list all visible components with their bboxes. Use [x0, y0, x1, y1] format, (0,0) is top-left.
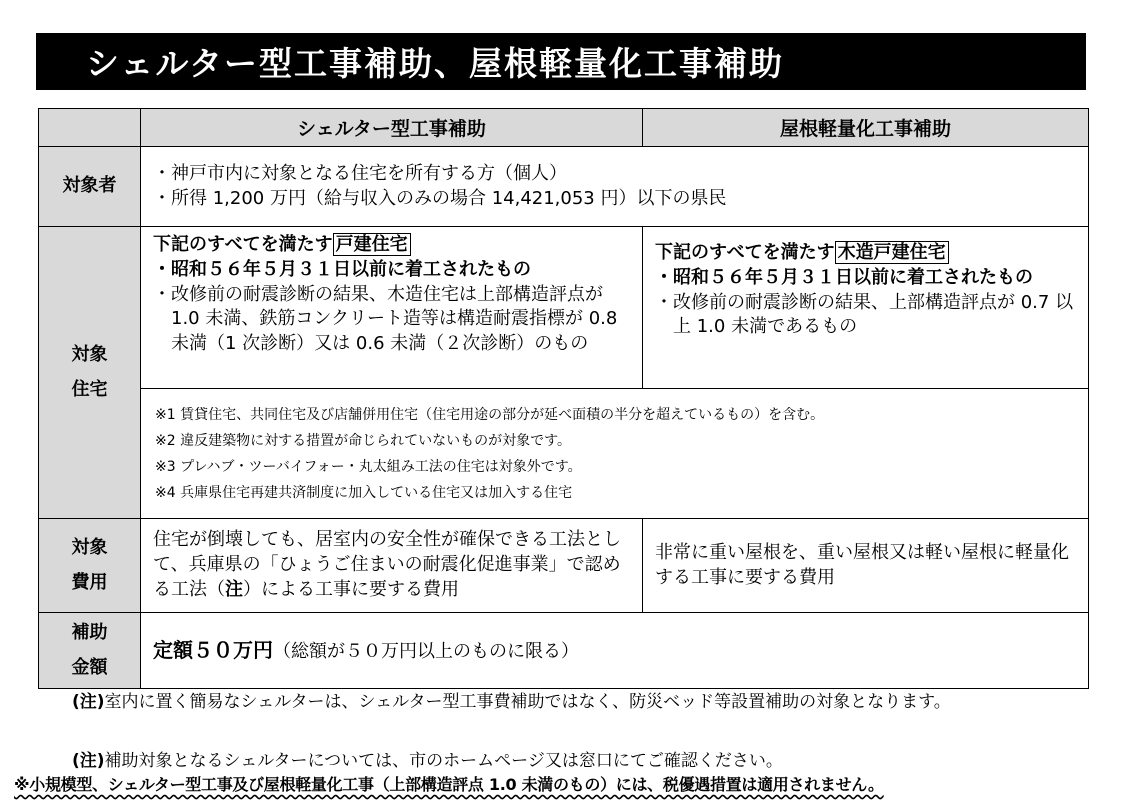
footnote-2	[72, 746, 783, 771]
row-label-eligible-person: 対象者	[39, 147, 141, 227]
row-eligible-housing	[39, 227, 1089, 389]
housing-roof-lead	[655, 241, 1080, 266]
subsidy-amount-value: 定額５０万円	[153, 637, 273, 662]
row-label-subsidy-amount	[39, 613, 141, 689]
amount-label-line2: 金額	[71, 656, 108, 678]
housing-notes-cell	[141, 389, 1089, 519]
row-subsidy-amount	[39, 613, 1089, 689]
cost-label-line2: 費用	[71, 571, 108, 593]
housing-note-3: ※3 プレハブ・ツーバイフォー・丸太組み工法の住宅は対象外です。	[155, 458, 582, 475]
housing-shelter-condition-score: ・改修前の耐震診断の結果、木造住宅は上部構造評点が 1.0 未満、鉄筋コンクリート造等は構造耐震指標が 0.8 未満（1 次診断）又は 0.6 未満（２次診断）のもの	[153, 283, 618, 355]
housing-shelter-cell	[141, 227, 643, 389]
footnote-1-text: 室内に置く簡易なシェルターは、シェルター型工事費補助ではなく、防災ベッド等設置補助の対象となります。	[104, 692, 951, 712]
housing-shelter-lead	[153, 233, 634, 258]
housing-roof-type-box: 木造戸建住宅	[835, 241, 949, 264]
housing-note-1: ※1 賃貸住宅、共同住宅及び店舗併用住宅（住宅用途の部分が延べ面積の半分を超えているもの）を含む。	[155, 407, 825, 423]
corner-cell	[39, 109, 141, 147]
housing-note-4: ※4 兵庫県住宅再建共済制度に加入している住宅又は加入する住宅	[155, 484, 573, 501]
subsidy-amount-condition: （総額が５０万円以上のものに限る）	[273, 640, 579, 662]
page-title: シェルター型工事補助、屋根軽量化工事補助	[36, 33, 1086, 90]
footnote-2-mark: (注)	[72, 751, 105, 771]
table-header-row	[39, 109, 1089, 147]
cost-shelter-note-mark: 注	[225, 578, 243, 600]
cost-label-line1: 対象	[71, 537, 108, 559]
housing-note-2: ※2 違反建築物に対する措置が命じられていないものが対象です。	[155, 432, 571, 449]
cost-roof-cell: 非常に重い屋根を、重い屋根又は軽い屋根に軽量化する工事に要する費用	[643, 519, 1089, 613]
row-eligible-person	[39, 147, 1089, 227]
amount-label-line1: 補助	[71, 622, 108, 644]
eligible-person-content	[141, 147, 1089, 227]
housing-label-line2: 住宅	[71, 378, 108, 400]
eligible-person-item-2: ・所得 1,200 万円（給与収入のみの場合 14,421,053 円）以下の県民	[153, 187, 727, 209]
subsidy-table	[38, 108, 1089, 689]
col-header-shelter: シェルター型工事補助	[141, 109, 643, 147]
footnote-1-mark: (注)	[72, 692, 105, 712]
housing-shelter-condition-date: ・昭和５６年５月３１日以前に着工されたもの	[153, 258, 531, 280]
footnote-2-text: 補助対象となるシェルターについては、市のホームページ又は窓口にてご確認ください。	[104, 751, 783, 771]
eligible-person-item-1: ・神戸市内に対象となる住宅を所有する方（個人）	[153, 162, 567, 184]
housing-shelter-lead-text: 下記のすべてを満たす	[153, 234, 333, 255]
housing-label-line1: 対象	[71, 344, 108, 366]
col-header-roof: 屋根軽量化工事補助	[643, 109, 1089, 147]
housing-roof-lead-text: 下記のすべてを満たす	[655, 242, 835, 263]
housing-roof-cell	[643, 227, 1089, 389]
row-label-eligible-housing	[39, 227, 141, 519]
housing-roof-condition-score: ・改修前の耐震診断の結果、上部構造評点が 0.7 以上 1.0 未満であるもの	[655, 291, 1074, 338]
row-label-eligible-cost	[39, 519, 141, 613]
row-housing-notes	[39, 389, 1089, 519]
cost-shelter-text-2: ）による工事に要する費用	[243, 578, 459, 600]
tax-warning: ※小規模型、シェルター型工事及び屋根軽量化工事（上部構造評点 1.0 未満のもの）には、税優遇措置は適用されません。	[14, 775, 884, 794]
housing-roof-condition-date: ・昭和５６年５月３１日以前に着工されたもの	[655, 266, 1033, 288]
footnote-1	[72, 690, 1112, 715]
row-eligible-cost	[39, 519, 1089, 613]
housing-shelter-type-box: 戸建住宅	[333, 233, 411, 256]
cost-shelter-cell	[141, 519, 643, 613]
cost-shelter-text-1: 住宅が倒壊しても、居室内の安全性が確保できる工法として、兵庫県の「ひょうご住まいの耐震化促進事業」で認める工法（	[153, 529, 621, 600]
subsidy-amount-cell	[141, 613, 1089, 689]
